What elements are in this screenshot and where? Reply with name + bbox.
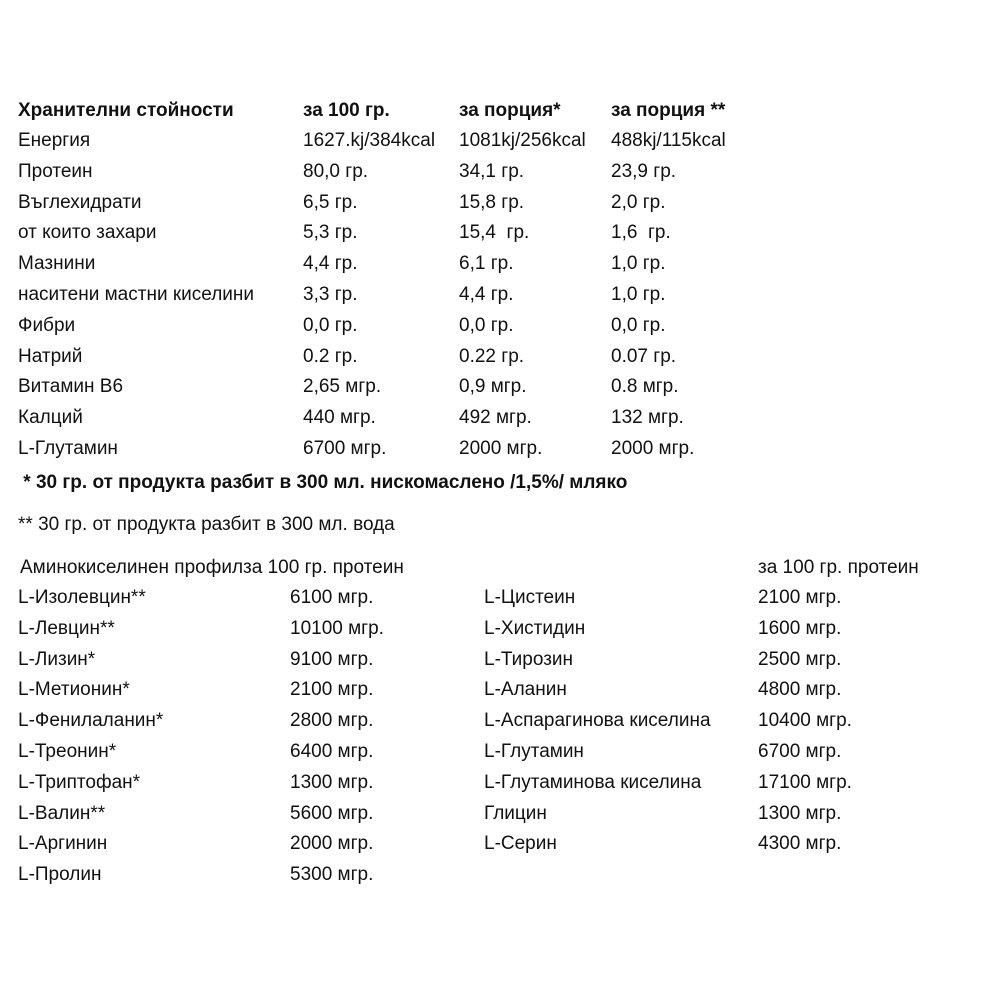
nutrient-label: Въглехидрати (18, 191, 142, 213)
amino-acid-name: L-Лизин* (18, 648, 96, 670)
amino-acid-name: L-Фенилаланин* (18, 710, 164, 732)
value-per-serving-milk: 0.22 гр. (459, 345, 525, 367)
amino-acid-amount: 6700 мгр. (758, 740, 842, 762)
amino-acid-amount: 2000 мгр. (290, 833, 374, 855)
value-per-serving-milk: 4,4 гр. (459, 283, 514, 305)
amino-list-right (484, 587, 908, 864)
value-per-serving-milk: 492 мгр. (459, 407, 532, 429)
nutrient-label: Натрий (18, 345, 83, 367)
value-per-100g: 1627.kj/384kcal (303, 130, 436, 151)
list-item (484, 803, 908, 834)
nutrient-label: от които захари (18, 222, 157, 244)
table-row (18, 346, 761, 377)
list-item (18, 710, 440, 741)
amino-acid-name: Глицин (484, 802, 547, 824)
amino-acid-amount: 5300 мгр. (290, 864, 374, 886)
list-item (484, 618, 908, 649)
value-per-100g: 5,3 гр. (303, 222, 358, 244)
list-item (18, 772, 440, 803)
value-per-serving-water: 488kj/115kcal (611, 130, 726, 151)
amino-acid-name: L-Цистеин (484, 587, 576, 608)
amino-acid-amount: 1600 мгр. (758, 617, 842, 639)
nutrient-label: Мазнини (18, 253, 96, 275)
nutrient-label: Протеин (18, 160, 93, 182)
value-per-serving-milk: 6,1 гр. (459, 253, 514, 275)
amino-profile-header-right: за 100 гр. протеин (758, 557, 919, 578)
amino-acid-amount: 2500 мгр. (758, 648, 842, 670)
amino-list-left (18, 587, 440, 895)
amino-acid-name: L-Аспарагинова киселина (484, 710, 711, 732)
nutrient-label: Витамин B6 (18, 376, 124, 398)
nutrition-table-body (18, 130, 761, 469)
amino-acid-name: L-Аргинин (18, 833, 108, 855)
amino-acid-amount: 4800 мгр. (758, 679, 842, 701)
nutrient-label: Калций (18, 407, 83, 429)
amino-acid-amount: 1300 мгр. (758, 802, 842, 824)
list-item (18, 618, 440, 649)
list-item (18, 864, 440, 895)
value-per-100g: 6700 мгр. (303, 437, 387, 459)
table-row (18, 253, 761, 284)
value-per-serving-water: 2,0 гр. (611, 191, 666, 213)
value-per-serving-milk: 34,1 гр. (459, 160, 525, 182)
nutrition-header-per-serving-milk: за порция* (459, 100, 561, 121)
amino-acid-amount: 10400 мгр. (758, 710, 852, 732)
nutrient-label: L-Глутамин (18, 437, 118, 459)
amino-acid-name: L-Триптофан* (18, 771, 141, 793)
table-row (18, 222, 761, 253)
amino-acid-name: L-Глутамин (484, 740, 584, 762)
value-per-100g: 0.2 гр. (303, 345, 358, 367)
amino-acid-name: L-Метионин* (18, 679, 130, 701)
list-item (18, 679, 440, 710)
table-row (18, 161, 761, 192)
amino-acid-amount: 2100 мгр. (290, 679, 374, 701)
list-item (484, 833, 908, 864)
list-item (18, 741, 440, 772)
amino-acid-amount: 17100 мгр. (758, 771, 852, 793)
list-item (484, 741, 908, 772)
amino-acid-name: L-Тирозин (484, 648, 574, 670)
amino-acid-amount: 6400 мгр. (290, 740, 374, 762)
list-item (484, 679, 908, 710)
value-per-100g: 3,3 гр. (303, 283, 358, 305)
amino-acid-amount: 10100 мгр. (290, 617, 384, 639)
amino-acid-name: L-Хистидин (484, 617, 586, 639)
nutrient-label: Фибри (18, 314, 76, 336)
value-per-serving-milk: 2000 мгр. (459, 437, 543, 459)
value-per-serving-milk: 0,9 мгр. (459, 376, 527, 398)
table-row (18, 130, 761, 161)
nutrition-header-per-100g: за 100 гр. (303, 100, 390, 121)
value-per-100g: 4,4 гр. (303, 253, 358, 275)
nutrition-header-per-serving-water: за порция ** (611, 100, 726, 121)
nutrition-table-header (18, 100, 761, 131)
table-row (18, 192, 761, 223)
table-row (18, 315, 761, 346)
value-per-100g: 6,5 гр. (303, 191, 358, 213)
table-row (18, 407, 761, 438)
value-per-serving-water: 1,0 гр. (611, 253, 666, 275)
amino-acid-amount: 9100 мгр. (290, 648, 374, 670)
value-per-serving-milk: 15,4 гр. (459, 222, 530, 244)
amino-acid-name: L-Изолевцин** (18, 587, 146, 608)
amino-acid-amount: 4300 мгр. (758, 833, 842, 855)
amino-profile-header: Аминокиселинен профилза 100 гр. протеин (20, 557, 404, 578)
amino-acid-amount: 2100 мгр. (758, 587, 842, 608)
amino-acid-name: L-Валин** (18, 802, 106, 824)
value-per-serving-water: 0,0 гр. (611, 314, 666, 336)
value-per-100g: 440 мгр. (303, 407, 376, 429)
amino-acid-name: L-Пролин (18, 864, 102, 886)
amino-acid-amount: 6100 мгр. (290, 587, 374, 608)
value-per-serving-milk: 15,8 гр. (459, 191, 525, 213)
value-per-100g: 80,0 гр. (303, 160, 369, 182)
amino-acid-name: L-Глутаминова киселина (484, 771, 702, 793)
list-item (484, 649, 908, 680)
amino-acid-name: L-Треонин* (18, 740, 117, 762)
value-per-serving-water: 1,6 гр. (611, 222, 671, 244)
value-per-serving-milk: 0,0 гр. (459, 314, 514, 336)
amino-acid-name: L-Левцин** (18, 617, 115, 639)
value-per-100g: 2,65 мгр. (303, 376, 382, 398)
value-per-serving-milk: 1081kj/256kcal (459, 130, 586, 151)
value-per-serving-water: 1,0 гр. (611, 283, 666, 305)
footnote-milk-serving: * 30 гр. от продукта разбит в 300 мл. нискомаслено /1,5%/ мляко (18, 472, 628, 493)
value-per-serving-water: 2000 мгр. (611, 437, 695, 459)
nutrient-label: наситени мастни киселини (18, 283, 254, 305)
table-row (18, 438, 761, 469)
nutrition-header-title: Хранителни стойности (18, 100, 234, 121)
list-item (484, 710, 908, 741)
value-per-serving-water: 23,9 гр. (611, 160, 677, 182)
list-item (18, 833, 440, 864)
value-per-serving-water: 0.8 мгр. (611, 376, 679, 398)
list-item (18, 587, 440, 618)
list-item (18, 803, 440, 834)
nutrient-label: Енергия (18, 130, 91, 151)
amino-acid-name: L-Серин (484, 833, 557, 855)
value-per-serving-water: 132 мгр. (611, 407, 684, 429)
footnote-water-serving: ** 30 гр. от продукта разбит в 300 мл. вода (18, 514, 395, 535)
amino-acid-amount: 1300 мгр. (290, 771, 374, 793)
table-row (18, 376, 761, 407)
amino-acid-name: L-Аланин (484, 679, 567, 701)
amino-acid-amount: 2800 мгр. (290, 710, 374, 732)
amino-acid-amount: 5600 мгр. (290, 802, 374, 824)
list-item (484, 772, 908, 803)
list-item (484, 587, 908, 618)
value-per-100g: 0,0 гр. (303, 314, 358, 336)
table-row (18, 284, 761, 315)
list-item (18, 649, 440, 680)
value-per-serving-water: 0.07 гр. (611, 345, 677, 367)
